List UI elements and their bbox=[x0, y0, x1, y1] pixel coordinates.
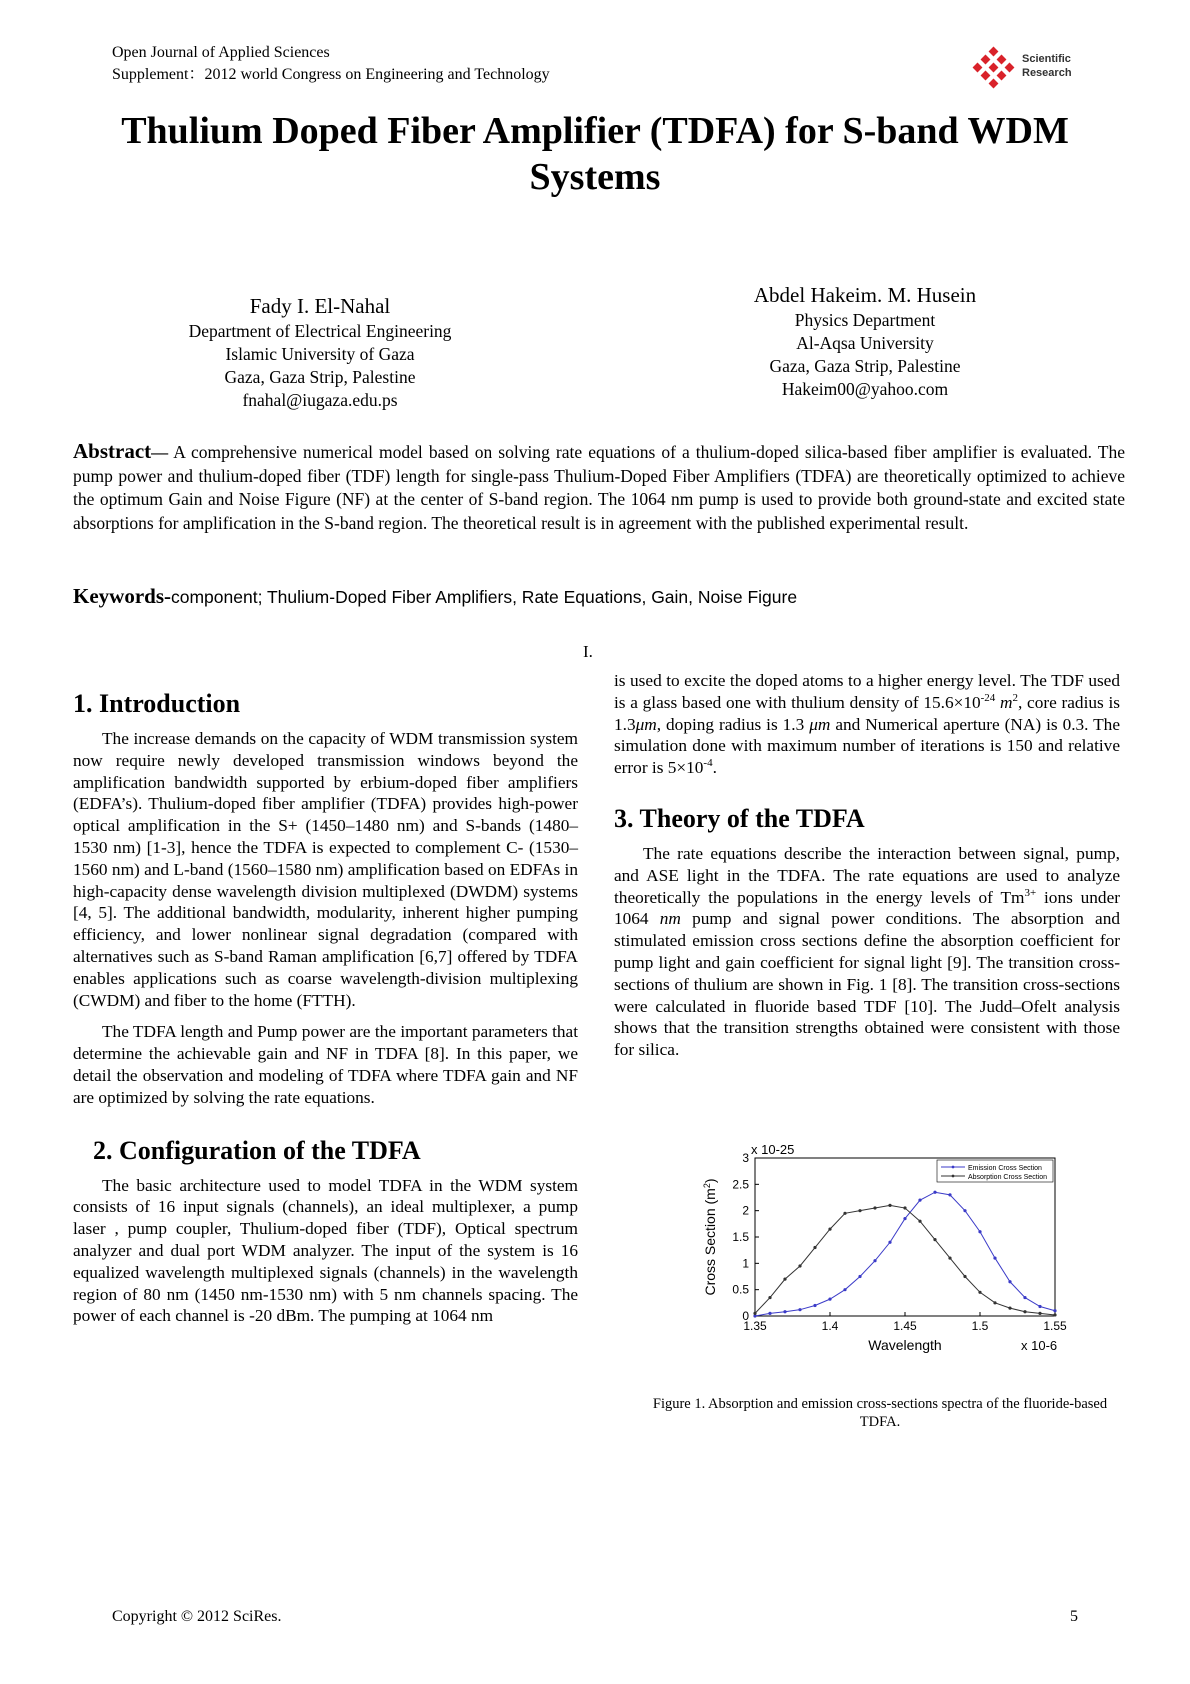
data-point bbox=[903, 1217, 906, 1220]
copyright: Copyright © 2012 SciRes. bbox=[112, 1608, 282, 1625]
data-point bbox=[963, 1209, 966, 1212]
legend-marker bbox=[952, 1175, 955, 1178]
y-tick-label: 0 bbox=[742, 1309, 749, 1323]
data-point bbox=[783, 1278, 786, 1281]
y-tick-label: 3 bbox=[742, 1151, 749, 1165]
author-department: Department of Electrical Engineering bbox=[188, 321, 452, 341]
y-tick-label: 1 bbox=[742, 1256, 749, 1271]
chart-canvas bbox=[685, 1140, 1075, 1380]
exponent: 3+ bbox=[1024, 886, 1037, 899]
logo-text bbox=[1022, 52, 1072, 80]
data-point bbox=[1023, 1310, 1026, 1313]
unit: μm bbox=[635, 714, 657, 734]
data-point bbox=[933, 1191, 936, 1194]
data-point bbox=[768, 1296, 771, 1299]
data-point bbox=[888, 1241, 891, 1244]
series-line-absorption bbox=[755, 1205, 1055, 1315]
intro-paragraph-1: The increase demands on the capacity of WDM transmission system now require newly developed transmission windows beyond the amplification bandwidth supported by erbium-doped fiber amplifiers (EDFA’s). Thulium-doped fiber amplifier (TDFA) provides high-power optical amplification in the S+ (1450–1480 nm) and S-bands (1480–1530 nm) [1-3], hence the TDFA is expected to complement C- (1530–1560 nm) and L-band (1560–1580 nm) amplification based on EDFAs in high-capacity dense wavelength division multiplexed (DWDM) systems [4, 5]. The additional bandwidth, modularity, inherent higher pumping efficiency, and lower nonlinear signal degradation (compared with alternatives such as S-band Raman amplification [6,7] offered by TDFA enables applications such as coarse wavelength-division multiplexing (CWDM) and fiber to the home (FTTH). bbox=[73, 729, 578, 1010]
text-run: ions under 1064 bbox=[614, 887, 1120, 929]
data-point bbox=[783, 1310, 786, 1313]
theory-paragraph-1 bbox=[614, 843, 1120, 1061]
data-point bbox=[813, 1304, 816, 1307]
roman-numeral: I. bbox=[583, 642, 593, 661]
author-department: Physics Department bbox=[794, 310, 936, 330]
data-point bbox=[1053, 1309, 1056, 1312]
data-point bbox=[918, 1220, 921, 1223]
author-organization: Islamic University of Gaza bbox=[225, 344, 415, 364]
data-point bbox=[1038, 1305, 1041, 1308]
data-point bbox=[843, 1212, 846, 1215]
abstract-dash: — bbox=[151, 443, 169, 462]
section-heading-theory: 3. Theory of the TDFA bbox=[614, 803, 865, 833]
data-point bbox=[768, 1312, 771, 1315]
title-line-2: Systems bbox=[529, 156, 661, 198]
author-name: Abdel Hakeim. M. Husein bbox=[753, 283, 977, 307]
legend-label: Absorption Cross Section bbox=[968, 1174, 1047, 1181]
cross-section-chart bbox=[685, 1140, 1075, 1380]
data-point bbox=[903, 1206, 906, 1209]
data-point bbox=[963, 1275, 966, 1278]
running-header bbox=[112, 42, 550, 86]
config-paragraph-continued bbox=[614, 670, 1120, 779]
unit: nm bbox=[659, 909, 681, 929]
data-point bbox=[858, 1209, 861, 1212]
data-point bbox=[1008, 1307, 1011, 1310]
chart-legend bbox=[937, 1160, 1053, 1182]
keywords-label: Keywords- bbox=[73, 584, 171, 608]
x-tick-label: 1.45 bbox=[893, 1319, 917, 1333]
data-point bbox=[798, 1308, 801, 1311]
legend-marker bbox=[952, 1166, 955, 1169]
text-run: , doping radius is 1.3 bbox=[656, 714, 810, 734]
data-point bbox=[1008, 1280, 1011, 1283]
diamond-logo-icon bbox=[968, 46, 1020, 90]
data-point bbox=[1053, 1313, 1056, 1316]
y-axis-exponent: x 10-25 bbox=[751, 1142, 795, 1157]
section-heading-configuration: 2. Configuration of the TDFA bbox=[93, 1135, 421, 1165]
author-location: Gaza, Gaza Strip, Palestine bbox=[769, 356, 961, 376]
intro-paragraph-2: The TDFA length and Pump power are the important parameters that determine the achievable gain and NF in TDFA [8]. In this paper, we detail the observation and modeling of TDFA where TDFA gain and NF are optimized by solving the rate equations. bbox=[73, 1022, 578, 1107]
section-heading-introduction: 1. Introduction bbox=[73, 689, 241, 718]
author-block-2 bbox=[700, 281, 1030, 401]
y-tick-label: 0.5 bbox=[732, 1282, 749, 1297]
data-point bbox=[843, 1288, 846, 1291]
x-tick-label: 1.4 bbox=[821, 1319, 839, 1333]
x-tick-label: 1.55 bbox=[1043, 1319, 1067, 1333]
data-point bbox=[978, 1230, 981, 1233]
data-point bbox=[978, 1291, 981, 1294]
data-point bbox=[858, 1275, 861, 1278]
left-column bbox=[73, 688, 578, 1327]
x-axis-exponent: x 10-6 bbox=[1021, 1338, 1058, 1353]
author-email: fnahal@iugaza.edu.ps bbox=[242, 390, 398, 410]
x-axis-label: Wavelength bbox=[868, 1337, 942, 1353]
data-point bbox=[948, 1193, 951, 1196]
data-point bbox=[753, 1312, 756, 1315]
data-point bbox=[873, 1206, 876, 1209]
x-tick-label: 1.35 bbox=[743, 1319, 767, 1333]
figure-caption: Figure 1. Absorption and emission cross-sections spectra of the fluoride-based TDFA. bbox=[652, 1396, 1108, 1430]
data-point bbox=[873, 1259, 876, 1262]
logo-line-2: Research bbox=[1022, 67, 1072, 79]
data-point bbox=[993, 1256, 996, 1259]
supplement-line: Supplement：2012 world Congress on Engineering and Technology bbox=[112, 66, 550, 83]
abstract-text: A comprehensive numerical model based on solving rate equations of a thulium-doped silica-based fiber amplifier is evaluated. The pump power and thulium-doped fiber (TDF) length for single-pass Thulium-Doped Fiber Amplifiers (TDFA) are theoretically optimized to achieve the optimum Gain and Noise Figure (NF) at the center of S-band region. The 1064 nm pump is used to provide both ground-state and excited state absorptions for amplification in the S-band region. The theoretical result is in agreement with the published experimental result. bbox=[73, 442, 1125, 533]
text-run: . bbox=[712, 758, 717, 778]
legend-label: Emission Cross Section bbox=[968, 1165, 1042, 1172]
publisher-logo bbox=[968, 46, 1086, 90]
page-number: 5 bbox=[1070, 1608, 1078, 1625]
text-run: m bbox=[995, 692, 1013, 712]
y-tick-label: 2 bbox=[742, 1203, 749, 1218]
data-point bbox=[798, 1264, 801, 1267]
journal-name: Open Journal of Applied Sciences bbox=[112, 44, 330, 61]
right-column bbox=[614, 670, 1120, 1061]
text-run: pump and signal power conditions. The absorption and stimulated emission cross sections define the absorption coefficient for pump light and gain coefficient for signal light [9]. The transition cross-sections of thulium are shown in Fig. 1 [8]. The transition cross-sections were calculated in fluoride based TDF [10]. The Judd–Ofelt analysis shows that the transition strengths obtained were consistent with those for silica. bbox=[614, 909, 1120, 1060]
title-line-1: Thulium Doped Fiber Amplifier (TDFA) for S-band WDM bbox=[121, 110, 1069, 152]
config-paragraph-1: The basic architecture used to model TDFA in the WDM system consists of 16 input signals (channels), an ideal multiplexer, a pump laser , pump coupler, Thulium-doped fiber (TDF), Optical spectrum analyzer and dual port WDM analyzer. The input of the system is 16 equalized wavelength multiplexed signals (channels) in the wavelength region of 80 nm (1450 nm-1530 nm) with 5 nm channels spacing. The power of each channel is -20 dBm. The pumping at 1064 nm bbox=[73, 1175, 578, 1326]
exponent: -24 bbox=[980, 692, 996, 705]
series-line-emission bbox=[755, 1192, 1055, 1316]
keywords-text: component; Thulium-Doped Fiber Amplifiers, Rate Equations, Gain, Noise Figure bbox=[171, 587, 798, 607]
text-run: is used to excite the doped atoms to a higher energy level. The TDF used is a glass based one with thulium density of 15.6×10 bbox=[614, 671, 1120, 712]
data-point bbox=[1038, 1312, 1041, 1315]
keywords bbox=[73, 584, 797, 609]
exponent: 2 bbox=[1012, 692, 1018, 705]
data-point bbox=[828, 1228, 831, 1231]
author-name: Fady I. El-Nahal bbox=[249, 294, 391, 318]
author-organization: Al-Aqsa University bbox=[796, 333, 934, 353]
y-axis-label: Cross Section $(m^2)$ bbox=[702, 1178, 718, 1296]
author-location: Gaza, Gaza Strip, Palestine bbox=[224, 367, 416, 387]
text-run: , core radius is 1.3 bbox=[614, 692, 1120, 734]
data-point bbox=[993, 1301, 996, 1304]
unit: μm bbox=[809, 714, 831, 734]
data-point bbox=[1023, 1296, 1026, 1299]
data-point bbox=[888, 1204, 891, 1207]
author-block-1 bbox=[140, 292, 500, 412]
author-email: Hakeim00@yahoo.com bbox=[781, 379, 949, 399]
abstract bbox=[73, 440, 1125, 535]
logo-line-1: Scientific bbox=[1022, 53, 1071, 65]
data-point bbox=[813, 1246, 816, 1249]
data-point bbox=[948, 1256, 951, 1259]
abstract-label: Abstract bbox=[73, 439, 152, 463]
data-point bbox=[933, 1238, 936, 1241]
x-tick-label: 1.5 bbox=[971, 1319, 989, 1333]
paper-title bbox=[60, 108, 1130, 200]
exponent: -4 bbox=[703, 757, 713, 770]
text-run: The rate equations describe the interaction between signal, pump, and ASE light in the TDFA. The rate equations are used to analyze theoretically the populations in the energy levels of Tm bbox=[614, 843, 1120, 907]
y-tick-label: 2.5 bbox=[732, 1177, 749, 1192]
data-point bbox=[918, 1199, 921, 1202]
data-point bbox=[828, 1298, 831, 1301]
text-run: and Numerical aperture (NA) is 0.3. The simulation done with maximum number of iterations is 150 and relative error is 5×10 bbox=[614, 714, 1120, 778]
y-tick-label: 1.5 bbox=[732, 1230, 749, 1244]
